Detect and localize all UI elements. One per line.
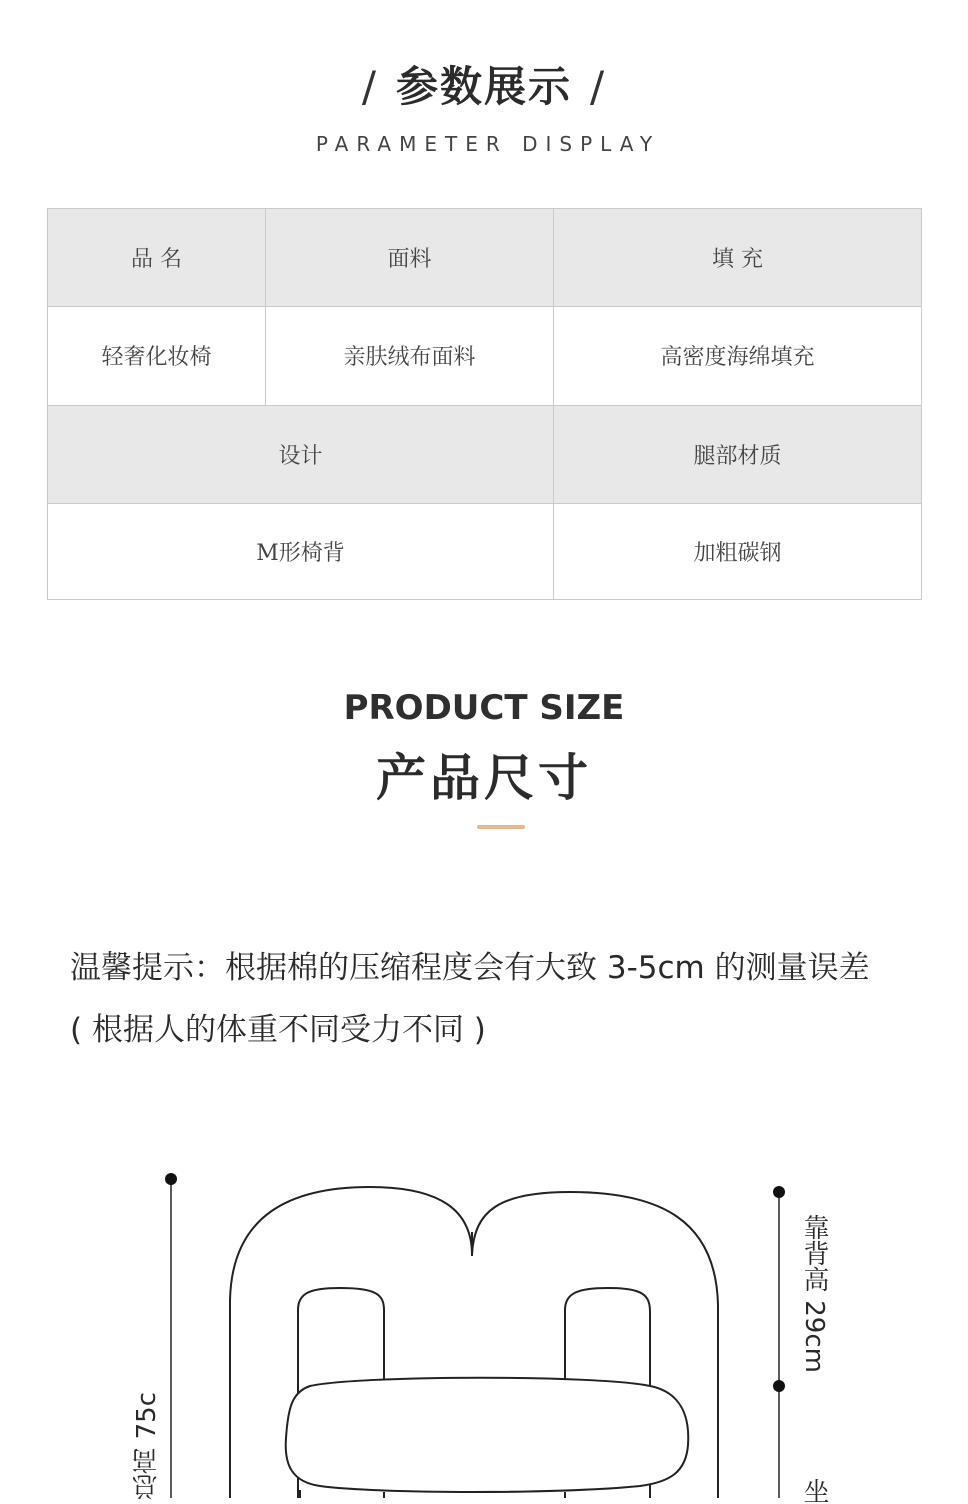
size-title-en: PRODUCT SIZE <box>343 688 625 728</box>
table-cell: 填 充 <box>554 209 922 307</box>
chair-outline <box>230 1187 718 1498</box>
params-subtitle: PARAMETER DISPLAY <box>315 132 661 156</box>
title-slash-left: / <box>361 62 378 111</box>
tip-line-1: 温馨提示：根据棉的压缩程度会有大致 3-5cm 的测量误差 <box>70 950 870 986</box>
table-cell: 加粗碳钢 <box>554 503 922 599</box>
table-cell: 高密度海绵填充 <box>554 307 922 405</box>
accent-divider <box>477 825 525 829</box>
table-cell: 面料 <box>266 209 554 307</box>
back-height-label: 靠背高 29cm <box>799 1214 829 1373</box>
total-height-dimension <box>165 1173 177 1498</box>
params-title <box>0 54 968 114</box>
table-cell: 设计 <box>48 405 554 503</box>
table-cell: 亲肤绒布面料 <box>266 307 554 405</box>
table-cell: 轻奢化妆椅 <box>48 307 266 405</box>
table-cell: 品 名 <box>48 209 266 307</box>
table-row <box>48 209 922 307</box>
size-title-cn: 产品尺寸 <box>376 749 592 807</box>
seat-height-label: 坐 <box>799 1478 829 1504</box>
table-row <box>48 503 922 599</box>
title-slash-right: / <box>590 62 607 111</box>
table-row <box>48 307 922 405</box>
table-cell: M形椅背 <box>48 503 554 599</box>
parameter-table <box>47 208 922 600</box>
table-cell: 腿部材质 <box>554 405 922 503</box>
params-title-text: 参数展示 <box>395 62 572 111</box>
table-row <box>48 405 922 503</box>
tip-line-2: ( 根据人的体重不同受力不同 ) <box>70 1012 486 1048</box>
back-height-dimension <box>773 1186 785 1498</box>
total-height-label: 总高 75c <box>132 1392 162 1500</box>
